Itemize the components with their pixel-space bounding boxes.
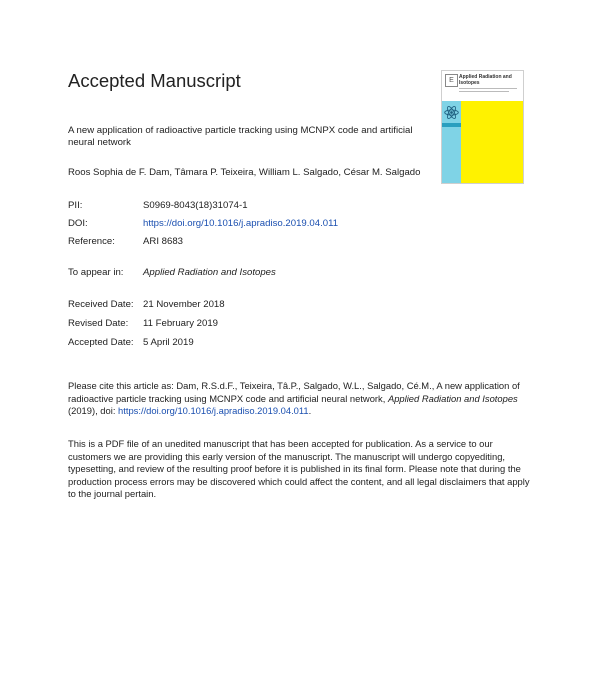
citation-text: Please cite this article as: Dam, R.S.d.F., Teixeira, Tâ.P., Salgado, W.L., Salgado, Cé.M., A new application of radioactive particle tracking using MCNPX code and artificial neural network, — [68, 380, 520, 404]
reference-label: Reference: — [68, 236, 115, 247]
cover-journal-title: Applied Radiation and Isotopes — [459, 74, 512, 86]
page-title: Accepted Manuscript — [68, 70, 241, 91]
accepted-value: 5 April 2019 — [143, 337, 194, 348]
doi-label: DOI: — [68, 218, 88, 229]
citation-doi-link[interactable]: https://doi.org/10.1016/j.apradiso.2019.04.011 — [118, 405, 309, 417]
citation-end: . — [308, 405, 312, 417]
appear-label: To appear in: — [68, 267, 124, 278]
citation-year: (2019), doi: — [68, 405, 119, 417]
received-label: Received Date: — [68, 299, 134, 310]
accepted-label: Accepted Date: — [68, 337, 134, 348]
article-title: A new application of radioactive particle tracking using MCNPX code and artificial neural network — [68, 125, 413, 148]
atom-icon — [443, 104, 460, 121]
citation-paragraph — [68, 380, 528, 418]
cover-yellow-panel — [461, 101, 523, 183]
cover-band — [442, 123, 461, 127]
citation-journal: Applied Radiation and Isotopes — [387, 392, 518, 404]
journal-cover[interactable] — [441, 70, 524, 184]
appear-value: Applied Radiation and Isotopes — [143, 267, 276, 278]
pii-label: PII: — [68, 200, 83, 211]
cover-fine-print — [459, 91, 509, 92]
cover-fine-print — [459, 88, 517, 89]
disclaimer-paragraph: This is a PDF file of an unedited manuscript that has been accepted for publication. As a service to our customers we are providing this early version of the manuscript. The manuscript will undergo copyediting, typesetting, and review of the resulting proof before it is published in its final form. Please note that during the production process errors may be discovered which could affect the content, and all legal disclaimers that apply to the journal pertain. — [68, 438, 530, 500]
revised-value: 11 February 2019 — [143, 318, 219, 329]
doi-link[interactable]: https://doi.org/10.1016/j.apradiso.2019.04.011 — [143, 218, 339, 229]
received-value: 21 November 2018 — [143, 299, 225, 310]
reference-value: ARI 8683 — [143, 236, 184, 247]
article-authors: Roos Sophia de F. Dam, Tâmara P. Teixeira, William L. Salgado, César M. Salgado — [68, 167, 421, 178]
elsevier-logo-icon: E — [445, 74, 458, 87]
revised-label: Revised Date: — [68, 318, 129, 329]
pii-value: S0969-8043(18)31074-1 — [143, 200, 248, 211]
